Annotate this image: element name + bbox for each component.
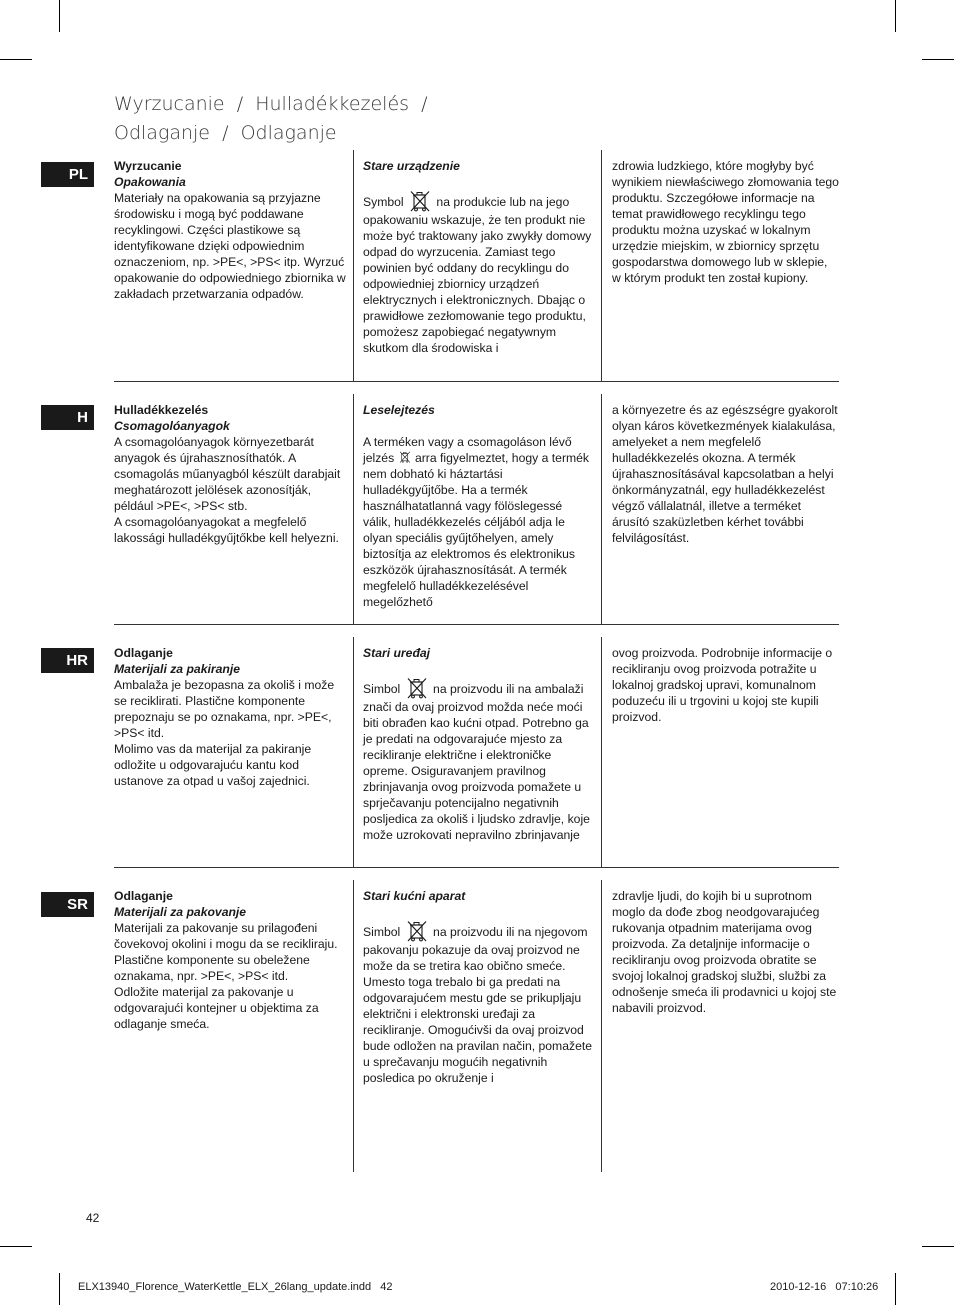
crop-mark: [0, 1246, 32, 1247]
section-divider: [114, 381, 839, 382]
language-tab-pl: PL: [41, 162, 94, 187]
old-appliance-heading: Stari uređaj: [363, 646, 431, 660]
old-appliance-column: [363, 645, 593, 843]
crop-mark: [922, 59, 954, 60]
language-tab-h: H: [41, 405, 94, 430]
section-subheading: Opakowania: [114, 175, 186, 189]
crossed-bin-icon: [406, 677, 428, 699]
packaging-column: [114, 888, 346, 1032]
column-divider: [353, 880, 354, 1172]
title-line-1: Wyrzucanie / Hulladékkezelés /: [114, 93, 428, 115]
column-divider: [601, 394, 602, 624]
continuation-text: ovog proizvoda. Podrobnije informacije o recikliranju ovog proizvoda potražite u lokalnoj gradskoj upravi, komunalnom poduzeću ili u trgovini u kojoj ste kupili proizvod.: [612, 646, 833, 724]
section-heading: Odlaganje: [114, 889, 173, 903]
continuation-column: [612, 645, 839, 725]
language-tab-sr: SR: [41, 892, 94, 917]
language-tab-hr: HR: [41, 648, 94, 673]
column-divider: [353, 150, 354, 381]
packaging-column: [114, 158, 346, 302]
section-divider: [114, 624, 839, 625]
section-subheading: Materijali za pakovanje: [114, 905, 247, 919]
section-divider: [114, 867, 839, 868]
old-appliance-column: [363, 402, 593, 610]
packaging-text: Materijali za pakovanje su prilagođeni čovekovoj okolini i mogu da se recikliraju. Plastične komponente su obeležene oznakama, npr. >PE<, >PS< itd. Odložite materijal za pakovanje u odgovarajući kontejner u objektima za odlaganje smeća.: [114, 921, 338, 1031]
column-divider: [601, 150, 602, 381]
old-appliance-text: A terméken vagy a csomagoláson lévő jelzés arra figyelmeztet, hogy a termék nem dobható ki háztartási hulladékgyűjtőbe. Ha a termék használhatatlanná vagy fölöslegessé válik, hulladékkezelés céljából adja le olyan speciális gyűjtőhelyen, amely biztosítja az elektromos és elektronikus eszközök újrahasznosítását. A termék megfelelő hulladékkezelésével megelőzhető: [363, 435, 590, 609]
column-divider: [601, 637, 602, 867]
old-appliance-text: Symbol na produkcie lub na jego opakowaniu wskazuje, że ten produkt nie może być traktowany jako zwykły domowy odpad do wyrzucenia. Zamiast tego powinien być oddany do recyklingu do odpowiedniej zbiornicy urządzeń elektrycznych i elektronicznych. Dbając o prawidłowe zezłomowanie tego produktu, pomożesz zapobiegać negatywnym skutkom dla środowiska i: [363, 190, 593, 356]
old-appliance-heading: Stare urządzenie: [363, 159, 460, 173]
old-appliance-column: [363, 888, 593, 1086]
crossed-bin-icon: [399, 450, 411, 464]
page-title: [114, 90, 614, 148]
section-subheading: Csomagolóanyagok: [114, 419, 230, 433]
section-heading: Wyrzucanie: [114, 159, 182, 173]
footer-timestamp: 2010-12-16 07:10:26: [770, 1281, 879, 1293]
column-divider: [353, 637, 354, 867]
column-divider: [353, 394, 354, 624]
title-line-2: Odlaganje / Odlaganje: [114, 122, 337, 144]
section-subheading: Materijali za pakiranje: [114, 662, 240, 676]
crossed-bin-icon: [406, 920, 428, 942]
crop-mark: [59, 0, 60, 32]
continuation-text: zdrowia ludzkiego, które mogłyby być wynikiem niewłaściwego złomowania tego produktu. Szczegółowe informacje na temat prawidłowego recyklingu tego produktu można uzyskać w lokalnym urzędzie miejskim, w zbiornicy sprzętu gospodarstwa domowego lub w sklepie, w którym produkt ten został kupiony.: [612, 159, 839, 285]
crop-mark: [59, 1273, 60, 1305]
page-number: 42: [86, 1211, 100, 1225]
continuation-text: zdravlje ljudi, do kojih bi u suprotnom moglo da dođe zbog neodgovarajućeg rukovanja otpadnim materijama ovog proizvoda. Za detaljnije informacije o recikliranju ovog proizvoda obratite se svojoj lokalnoj gradskoj službi, službi za odnošenje smeća ili prodavnici u kojoj ste nabavili proizvod.: [612, 889, 837, 1015]
continuation-column: [612, 158, 839, 286]
old-appliance-text: Simbol na proizvodu ili na ambalaži znači da ovaj proizvod možda neće moći biti obrađen kao kućni otpad. Potrebno ga je predati na odgovarajuće mjesto za recikliranje električne i elektroničke opreme. Osiguravanjem pravilnog zbrinjavanja ovog proizvoda pomažete u sprječavanju potencijalno negativnih posljedica za okoliš i ljudsko zdravlje, koje može uzrokovati nepravilno zbrinjavanje: [363, 677, 593, 843]
footer-file-info: ELX13940_Florence_WaterKettle_ELX_26lang_update.indd 42: [78, 1281, 393, 1293]
section-heading: Odlaganje: [114, 646, 173, 660]
section-heading: Hulladékkezelés: [114, 403, 209, 417]
old-appliance-heading: Leselejtezés: [363, 403, 435, 417]
old-appliance-column: [363, 158, 593, 356]
crop-mark: [895, 0, 896, 32]
packaging-text: A csomagolóanyagok környezetbarát anyagok és újrahasznosíthatók. A csomagolás műanyagból készült darabjait meghatározott jelölések azonosítják, például >PE<, >PS< stb. A csomagolóanyagokat a megfelelő lakossági hulladékgyűjtőkbe kell helyezni.: [114, 435, 341, 545]
crop-mark: [895, 1273, 896, 1305]
packaging-column: [114, 402, 346, 546]
crop-mark: [0, 59, 32, 60]
packaging-text: Ambalaža je bezopasna za okoliš i može se reciklirati. Plastične komponente prepoznaju se po oznakama, npr. >PE<, >PS< itd. Molimo vas da materijal za pakiranje odložite u odgovarajuću kantu kod ustanove za otpad u vašoj zajednici.: [114, 678, 335, 788]
continuation-column: [612, 888, 839, 1016]
packaging-text: Materiały na opakowania są przyjazne środowisku i mogą być poddawane recyklingowi. Części plastikowe są identyfikowane dzięki odpowiednim oznaczeniom, np. >PE<, >PS< itp. Wyrzuć opakowanie do odpowiedniego zbiornika w zakładach przetwarzania odpadów.: [114, 191, 346, 301]
old-appliance-heading: Stari kućni aparat: [363, 889, 466, 903]
continuation-column: [612, 402, 839, 546]
continuation-text: a környezetre és az egészségre gyakorolt olyan káros következmények kialakulása, amelyeket a nem megfelelő hulladékkezelés okozna. A termék újrahasznosításával kapcsolatban a helyi önkormányzatnál, egy hulladékkezelést végző vállalatnál, illetve a terméket árusító szaküzletben kérhet további felvilágosítást.: [612, 403, 838, 545]
crossed-bin-icon: [409, 190, 431, 212]
crop-mark: [922, 1246, 954, 1247]
column-divider: [601, 880, 602, 1172]
old-appliance-text: Simbol na proizvodu ili na njegovom pakovanju pokazuje da ovaj proizvod ne može da se tretira kao obično smeće. Umesto toga trebalo bi ga predati na odgovarajućem mestu gde se prikupljaju električni i elektronski uređaji za recikliranje. Omogućivši da ovaj proizvod bude odložen na pravilan način, pomažete u sprečavanju mogućih negativnih posledica po okruženje i: [363, 920, 593, 1086]
packaging-column: [114, 645, 346, 789]
